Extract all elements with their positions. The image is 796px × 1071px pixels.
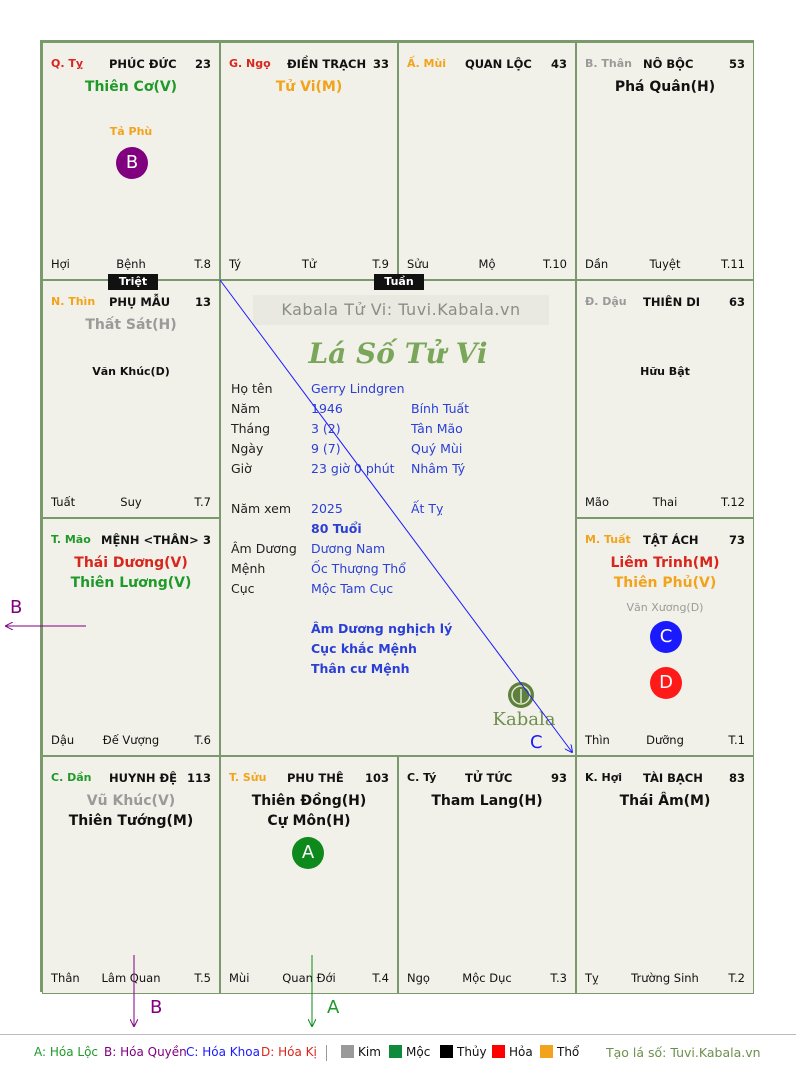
star: Thái Dương(V) xyxy=(74,555,188,571)
palace-branch: K. Hợi xyxy=(585,771,623,784)
info-value-can-chi: Ất Tỵ xyxy=(411,501,444,516)
info-value: Gerry Lindgren xyxy=(311,381,405,396)
footer-left: Tỵ xyxy=(585,971,599,985)
footer-left: Mão xyxy=(585,495,610,509)
palace-name: NÔ BỘC xyxy=(643,57,694,71)
footer-mid: Mộc Dục xyxy=(462,971,512,985)
tho-swatch-icon xyxy=(540,1045,553,1058)
palace-branch: Đ. Dậu xyxy=(585,295,627,308)
star: Thiên Tướng(M) xyxy=(68,813,194,829)
star: Tử Vi(M) xyxy=(275,79,343,95)
palace-age: 113 xyxy=(186,771,211,785)
info-value-can-chi: Bính Tuất xyxy=(411,401,470,416)
footer-left: Dậu xyxy=(51,733,75,747)
footer-right: T.8 xyxy=(194,257,211,271)
star: Thiên Lương(V) xyxy=(70,575,192,591)
chart-title: Lá Số Tử Vi xyxy=(308,337,488,370)
hoa-ki-marker: D xyxy=(650,667,682,699)
palace-name: PHU THÊ xyxy=(287,771,344,785)
footer-left: Sửu xyxy=(407,257,429,271)
footer-right: T.9 xyxy=(372,257,389,271)
age-value: 80 Tuổi xyxy=(311,521,362,536)
footer-left: Hợi xyxy=(51,257,70,271)
info-value: 3 (2) xyxy=(311,421,341,436)
legend-hoa xyxy=(492,1045,533,1059)
legend-label: Hỏa xyxy=(509,1045,533,1059)
palace-age: 103 xyxy=(364,771,389,785)
note-text: Âm Dương nghịch lý xyxy=(311,621,453,636)
legend-thuy xyxy=(440,1045,487,1059)
footer-left: Ngọ xyxy=(407,971,430,985)
minor-star: Văn Khúc(D) xyxy=(92,365,170,378)
footer-mid: Lâm Quan xyxy=(101,971,161,985)
palace-branch: T. Sửu xyxy=(229,771,267,784)
hoa-swatch-icon xyxy=(492,1045,505,1058)
star: Thiên Phủ(V) xyxy=(613,575,717,591)
footer-right: T.1 xyxy=(728,733,745,747)
hoa-loc-marker: A xyxy=(292,837,324,869)
info-value: Dương Nam xyxy=(311,541,386,556)
footer-left: Tuất xyxy=(51,495,76,509)
palace-age: 83 xyxy=(728,771,745,785)
note-text: Cục khắc Mệnh xyxy=(311,641,417,656)
palace-name: MỆNH <THÂN> xyxy=(101,533,199,547)
footer-mid: Thai xyxy=(652,495,678,509)
palace-age: 93 xyxy=(550,771,567,785)
arrow-label-c: C xyxy=(530,732,543,753)
footer-right: T.3 xyxy=(550,971,567,985)
legend-divider xyxy=(326,1045,327,1061)
info-label: Họ tên xyxy=(231,381,273,396)
footer-right: T.7 xyxy=(194,495,211,509)
footer-right: T.6 xyxy=(194,733,211,747)
info-value-can-chi: Quý Mùi xyxy=(411,441,463,456)
arrow-label-a-bottom: A xyxy=(327,997,340,1018)
palace-name: ĐIỀN TRẠCH xyxy=(287,57,367,71)
star: Cự Môn(H) xyxy=(267,813,351,829)
palace-name: PHÚC ĐỨC xyxy=(109,57,177,71)
info-value: 2025 xyxy=(311,501,343,516)
footer-left: Mùi xyxy=(229,971,250,985)
footer-left: Thân xyxy=(51,971,80,985)
info-label: Ngày xyxy=(231,441,264,456)
star: Tham Lang(H) xyxy=(431,793,543,809)
info-value: Mộc Tam Cục xyxy=(311,581,394,596)
footer-right: T.10 xyxy=(543,257,567,271)
palace-age: 73 xyxy=(728,533,745,547)
info-label: Âm Dương xyxy=(231,541,297,556)
palace-age: 43 xyxy=(550,57,567,71)
palace-age: 53 xyxy=(728,57,745,71)
legend-label: Thủy xyxy=(457,1045,487,1059)
legend-hoa-loc: A: Hóa Lộc xyxy=(34,1045,99,1059)
star: Vũ Khúc(V) xyxy=(86,793,176,809)
star: Thiên Đồng(H) xyxy=(251,793,367,809)
footer-right: T.4 xyxy=(372,971,389,985)
info-value: 1946 xyxy=(311,401,343,416)
star: Thiên Cơ(V) xyxy=(84,79,178,95)
palace-name: THIÊN DI xyxy=(643,295,701,309)
palace-name: TỬ TỨC xyxy=(465,771,513,785)
footer-left: Thìn xyxy=(585,733,610,747)
footer-right: T.11 xyxy=(721,257,745,271)
palace-branch: M. Tuất xyxy=(585,533,631,546)
palace-age: 33 xyxy=(372,57,389,71)
palace-branch: C. Tý xyxy=(407,771,437,784)
footer-mid: Bệnh xyxy=(116,257,146,271)
star: Phá Quân(H) xyxy=(614,79,716,95)
legend-label: Mộc xyxy=(406,1045,431,1059)
palace-age: 3 xyxy=(202,533,211,547)
info-label: Năm xyxy=(231,401,261,416)
star: Liêm Trinh(M) xyxy=(610,555,720,571)
footer-mid: Quan Đới xyxy=(282,971,336,985)
info-label: Cục xyxy=(231,581,255,596)
info-label: Tháng xyxy=(231,421,271,436)
triet-tag: Triệt xyxy=(108,274,158,290)
palace-branch: G. Ngọ xyxy=(229,57,271,70)
kim-swatch-icon xyxy=(341,1045,354,1058)
thuy-swatch-icon xyxy=(440,1045,453,1058)
palace-age: 13 xyxy=(194,295,211,309)
minor-star: Hữu Bật xyxy=(640,365,690,378)
note-text: Thân cư Mệnh xyxy=(311,661,410,676)
legend-hoa-khoa: C: Hóa Khoa xyxy=(186,1045,260,1059)
footer-mid: Dưỡng xyxy=(646,733,684,747)
footer-mid: Đế Vượng xyxy=(102,733,160,747)
info-value-can-chi: Nhâm Tý xyxy=(411,461,466,476)
footer-mid: Trường Sinh xyxy=(631,971,699,985)
footer-mid: Tuyệt xyxy=(649,257,681,271)
legend-kim xyxy=(341,1045,381,1059)
info-label: Năm xem xyxy=(231,501,292,516)
palace-name: QUAN LỘC xyxy=(465,57,532,71)
palace-branch: B. Thân xyxy=(585,57,632,70)
site-credit[interactable]: Tạo lá số: Tuvi.Kabala.vn xyxy=(606,1045,761,1060)
moc-swatch-icon xyxy=(389,1045,402,1058)
footer-right: T.2 xyxy=(728,971,745,985)
footer-right: T.12 xyxy=(721,495,745,509)
palace-name: HUYNH ĐỆ xyxy=(109,771,178,785)
hoa-khoa-arrow xyxy=(220,280,572,752)
star: Thái Âm(M) xyxy=(619,793,711,809)
info-value: 23 giờ 0 phút xyxy=(311,461,395,476)
palace-age: 23 xyxy=(194,57,211,71)
legend-moc xyxy=(389,1045,430,1059)
palace-age: 63 xyxy=(728,295,745,309)
palace-branch: Q. Tỵ xyxy=(51,57,84,70)
palace-name: TẬT ÁCH xyxy=(643,533,699,547)
arrow-label-b-left: B xyxy=(10,597,23,618)
info-label: Giờ xyxy=(231,461,252,476)
palace-name: PHỤ MẪU xyxy=(109,295,171,309)
legend-tho xyxy=(540,1045,579,1059)
palace-branch: T. Mão xyxy=(51,533,91,546)
logo-text: Kabala xyxy=(492,709,556,730)
palace-branch: C. Dần xyxy=(51,771,92,784)
star: Thất Sát(H) xyxy=(85,317,177,333)
footer-left: Tý xyxy=(229,257,242,271)
info-value: Ốc Thượng Thổ xyxy=(311,561,406,576)
legend-bar xyxy=(0,1034,796,1071)
info-label: Mệnh xyxy=(231,561,266,576)
footer-left: Dần xyxy=(585,257,609,271)
palace-branch: Ấ. Mùi xyxy=(407,57,447,70)
legend-hoa-ki: D: Hóa Kị xyxy=(261,1045,317,1059)
footer-mid: Mộ xyxy=(478,257,496,271)
info-value: 9 (7) xyxy=(311,441,341,456)
tuan-tag: Tuần xyxy=(374,274,424,290)
palace-branch: N. Thìn xyxy=(51,295,96,308)
legend-label: Kim xyxy=(358,1045,381,1059)
brand-banner: Kabala Tử Vi: Tuvi.Kabala.vn xyxy=(253,295,549,325)
info-value-can-chi: Tân Mão xyxy=(411,421,463,436)
footer-mid: Suy xyxy=(120,495,142,509)
palace-name: TÀI BẠCH xyxy=(643,771,703,785)
footer-right: T.5 xyxy=(194,971,211,985)
hoa-quyen-marker: B xyxy=(116,147,148,179)
arrow-label-b-bottom: B xyxy=(150,997,163,1018)
footer-mid: Tử xyxy=(301,257,317,271)
legend-hoa-quyen: B: Hóa Quyền xyxy=(104,1045,187,1059)
minor-star: Tả Phù xyxy=(109,125,153,138)
hoa-khoa-marker: C xyxy=(650,621,682,653)
minor-star: Văn Xương(D) xyxy=(626,601,704,614)
legend-label: Thổ xyxy=(557,1045,580,1059)
